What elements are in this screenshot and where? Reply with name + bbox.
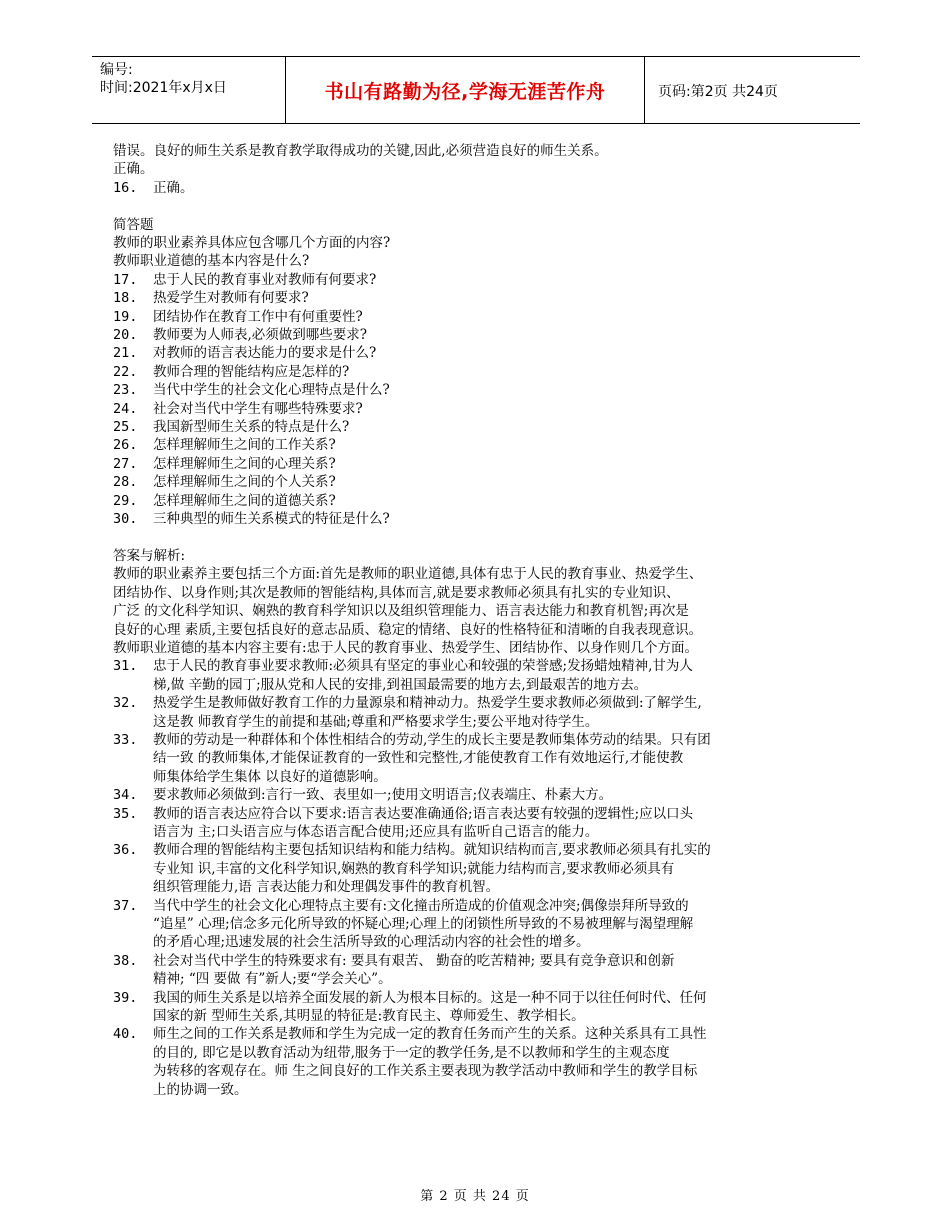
item-text-line: 结一致 的教师集体,才能保证教育的一致性和完整性,才能使教育工作有效地运行,才能使教 bbox=[153, 750, 684, 767]
paragraph-line: 良好的心理 素质,主要包括良好的意志品质、稳定的情绪、良好的性格特征和清晰的自我表现意识。 bbox=[113, 621, 703, 638]
item-text: 怎样理解师生之间的工作关系? bbox=[153, 437, 336, 454]
item-text-line: 为转移的客观存在。师 生之间良好的工作关系主要表现为教学活动中教师和学生的教学目标 bbox=[153, 1063, 698, 1080]
page-header bbox=[92, 56, 860, 124]
item-text-line: 教师的语言表达应符合以下要求:语言表达要准确通俗;语言表达要有较强的逻辑性;应以口头 bbox=[153, 805, 694, 822]
section-heading-answers: 答案与解析: bbox=[113, 547, 186, 564]
item-number: 29. bbox=[113, 492, 138, 509]
time-label: 时间:2021年x月x日 bbox=[100, 80, 227, 96]
question-item bbox=[113, 381, 848, 399]
paragraph-line: 教师的职业素养主要包括三个方面:首先是教师的职业道德,具体有忠于人民的教育事业、热爱学生、 bbox=[113, 566, 703, 583]
item-text-line: 梯,做 辛勤的园丁;服从党和人民的安排,到祖国最需要的地方去,到最艰苦的地方去。 bbox=[153, 676, 648, 693]
paragraph-line: 教师职业道德的基本内容主要有:忠于人民的教育事业、热爱学生、团结协作、以身作则几个方面。 bbox=[113, 639, 699, 656]
number-label: 编号: bbox=[100, 62, 133, 78]
question-plain: 教师职业道德的基本内容是什么? bbox=[113, 253, 310, 270]
item-text-line: 我国的师生关系是以培养全面发展的新人为根本目标的。这是一种不同于以往任何时代、任何 bbox=[153, 989, 707, 1006]
item-text-line: 这是教 师教育学生的前提和基础;尊重和严格要求学生;要公平地对待学生。 bbox=[153, 713, 599, 730]
item-text: 团结协作在教育工作中有何重要性? bbox=[153, 308, 363, 325]
question-item bbox=[113, 436, 848, 454]
answer-item bbox=[113, 657, 848, 694]
item-number: 16. bbox=[113, 179, 138, 196]
item-text-line: 上的协调一致。 bbox=[153, 1081, 248, 1098]
item-number: 37. bbox=[113, 897, 138, 914]
item-text-line: “追星” 心理;信念多元化所导致的怀疑心理;心理上的闭锁性所导致的不易被理解与渴望理解 bbox=[153, 916, 694, 933]
answer-item bbox=[113, 805, 848, 842]
answer-item bbox=[113, 786, 848, 804]
item-text: 热爱学生对教师有何要求? bbox=[153, 290, 309, 307]
item-number: 18. bbox=[113, 290, 138, 307]
item-text-line: 社会对当代中学生的特殊要求有: 要具有艰苦、 勤奋的吃苦精神; 要具有竞争意识和创新 bbox=[153, 952, 675, 969]
item-text: 怎样理解师生之间的心理关系? bbox=[153, 455, 336, 472]
item-text-line: 组织管理能力,语 言表达能力和处理偶发事件的教育机智。 bbox=[153, 879, 500, 896]
item-number: 38. bbox=[113, 952, 138, 969]
item-number: 25. bbox=[113, 419, 138, 436]
item-text-line: 要求教师必须做到:言行一致、表里如一;使用文明语言;仪表端庄、朴素大方。 bbox=[153, 787, 613, 804]
item-text-line: 当代中学生的社会文化心理特点主要有:文化撞击所造成的价值观念冲突;偶像崇拜所导致的 bbox=[153, 897, 689, 914]
question-item bbox=[113, 271, 848, 289]
item-number: 39. bbox=[113, 989, 138, 1006]
answer-item bbox=[113, 1025, 848, 1099]
item-text: 三种典型的师生关系模式的特征是什么? bbox=[153, 511, 390, 528]
answer-item bbox=[113, 694, 848, 731]
item-number: 31. bbox=[113, 658, 138, 675]
question-plain: 教师的职业素养具体应包含哪几个方面的内容? bbox=[113, 235, 391, 252]
question-item bbox=[113, 400, 848, 418]
item-number: 34. bbox=[113, 787, 138, 804]
question-item bbox=[113, 289, 848, 307]
question-item bbox=[113, 326, 848, 344]
item-text: 对教师的语言表达能力的要求是什么? bbox=[153, 345, 377, 362]
item-text-line: 教师合理的智能结构主要包括知识结构和能力结构。就知识结构而言,要求教师必须具有扎实的 bbox=[153, 842, 711, 859]
question-item bbox=[113, 308, 848, 326]
question-item bbox=[113, 473, 848, 491]
item-number: 23. bbox=[113, 382, 138, 399]
item-text-line: 精神; “四 要做 有”新人;要“学会关心”。 bbox=[153, 971, 392, 988]
intro-line: 错误。良好的师生关系是教育教学取得成功的关键,因此,必须营造良好的师生关系。 bbox=[113, 143, 608, 159]
answer-paragraph bbox=[113, 565, 848, 657]
item-number: 27. bbox=[113, 455, 138, 472]
page-footer: 第 2 页 共 24 页 bbox=[420, 1189, 530, 1204]
section-heading-short-answer: 简答题 bbox=[113, 216, 154, 233]
question-item bbox=[113, 418, 848, 436]
item-text: 当代中学生的社会文化心理特点是什么? bbox=[153, 382, 390, 399]
item-text-line: 国家的新 型师生关系,其明显的特征是:教育民主、尊师爱生、教学相长。 bbox=[153, 1008, 585, 1025]
item-number: 28. bbox=[113, 474, 138, 491]
item-text: 我国新型师生关系的特点是什么? bbox=[153, 419, 350, 436]
item-text-line: 热爱学生是教师做好教育工作的力量源泉和精神动力。热爱学生要求教师必须做到:了解学生, bbox=[153, 695, 702, 712]
document-body bbox=[113, 142, 848, 1099]
item-text: 怎样理解师生之间的道德关系? bbox=[153, 492, 336, 509]
question-item bbox=[113, 455, 848, 473]
item-text-line: 的目的, 即它是以教育活动为纽带,服务于一定的教学任务,是不以教师和学生的主观态度 bbox=[153, 1044, 670, 1061]
item-text-line: 忠于人民的教育事业要求教师:必须具有坚定的事业心和较强的荣誉感;发扬蜡烛精神,甘为人 bbox=[153, 658, 693, 675]
question-item bbox=[113, 344, 848, 362]
motto: 书山有路勤为径,学海无涯苦作舟 bbox=[324, 81, 606, 103]
page-info: 页码:第2页 共24页 bbox=[658, 84, 778, 100]
item-number: 40. bbox=[113, 1026, 138, 1043]
answer-item bbox=[113, 731, 848, 786]
answer-item bbox=[113, 952, 848, 989]
item-text-line: 语言为 主;口头语言应与体态语言配合使用;还应具有监听自己语言的能力。 bbox=[153, 824, 599, 840]
item-text: 忠于人民的教育事业对教师有何要求? bbox=[153, 271, 377, 288]
answer-list bbox=[113, 657, 848, 1099]
answer-item bbox=[113, 897, 848, 952]
answer-item-16 bbox=[113, 179, 848, 197]
item-text-line: 专业知 识,丰富的文化科学知识,娴熟的教育科学知识;就能力结构而言,要求教师必须具有 bbox=[153, 860, 675, 877]
item-number: 32. bbox=[113, 695, 138, 712]
header-motto-cell bbox=[285, 57, 645, 123]
item-number: 36. bbox=[113, 842, 138, 859]
question-item bbox=[113, 492, 848, 510]
item-text-line: 的矛盾心理;迅速发展的社会生活所导致的心理活动内容的社会性的增多。 bbox=[153, 934, 590, 951]
item-text: 教师要为人师表,必须做到哪些要求? bbox=[153, 327, 368, 344]
question-item bbox=[113, 510, 848, 528]
item-number: 17. bbox=[113, 271, 138, 288]
item-number: 26. bbox=[113, 437, 138, 454]
item-number: 35. bbox=[113, 805, 138, 822]
answer-item bbox=[113, 841, 848, 896]
paragraph-line: 团结协作、以身作则;其次是教师的智能结构,具体而言,就是要求教师必须具有扎实的专业知识、 bbox=[113, 584, 680, 601]
item-number: 33. bbox=[113, 731, 138, 748]
item-number: 24. bbox=[113, 400, 138, 417]
item-text-line: 教师的劳动是一种群体和个体性相结合的劳动,学生的成长主要是教师集体劳动的结果。只有团 bbox=[153, 731, 711, 748]
item-number: 21. bbox=[113, 345, 138, 362]
item-text-line: 师集体给学生集体 以良好的道德影响。 bbox=[153, 768, 387, 785]
paragraph-line: 广泛 的文化科学知识、娴熟的教育科学知识以及组织管理能力、语言表达能力和教育机智;再次是 bbox=[113, 603, 689, 620]
item-number: 20. bbox=[113, 327, 138, 344]
item-number: 30. bbox=[113, 511, 138, 528]
item-text: 社会对当代中学生有哪些特殊要求? bbox=[153, 400, 363, 417]
item-text: 正确。 bbox=[153, 179, 194, 196]
question-list bbox=[113, 271, 848, 529]
item-text: 怎样理解师生之间的个人关系? bbox=[153, 474, 336, 491]
item-number: 22. bbox=[113, 363, 138, 380]
answer-item bbox=[113, 989, 848, 1026]
item-number: 19. bbox=[113, 308, 138, 325]
intro-line: 正确。 bbox=[113, 161, 154, 178]
item-text-line: 师生之间的工作关系是教师和学生为完成一定的教育任务而产生的关系。这种关系具有工具性 bbox=[153, 1026, 707, 1043]
header-left bbox=[100, 61, 280, 97]
item-text: 教师合理的智能结构应是怎样的? bbox=[153, 363, 350, 380]
question-item bbox=[113, 363, 848, 381]
